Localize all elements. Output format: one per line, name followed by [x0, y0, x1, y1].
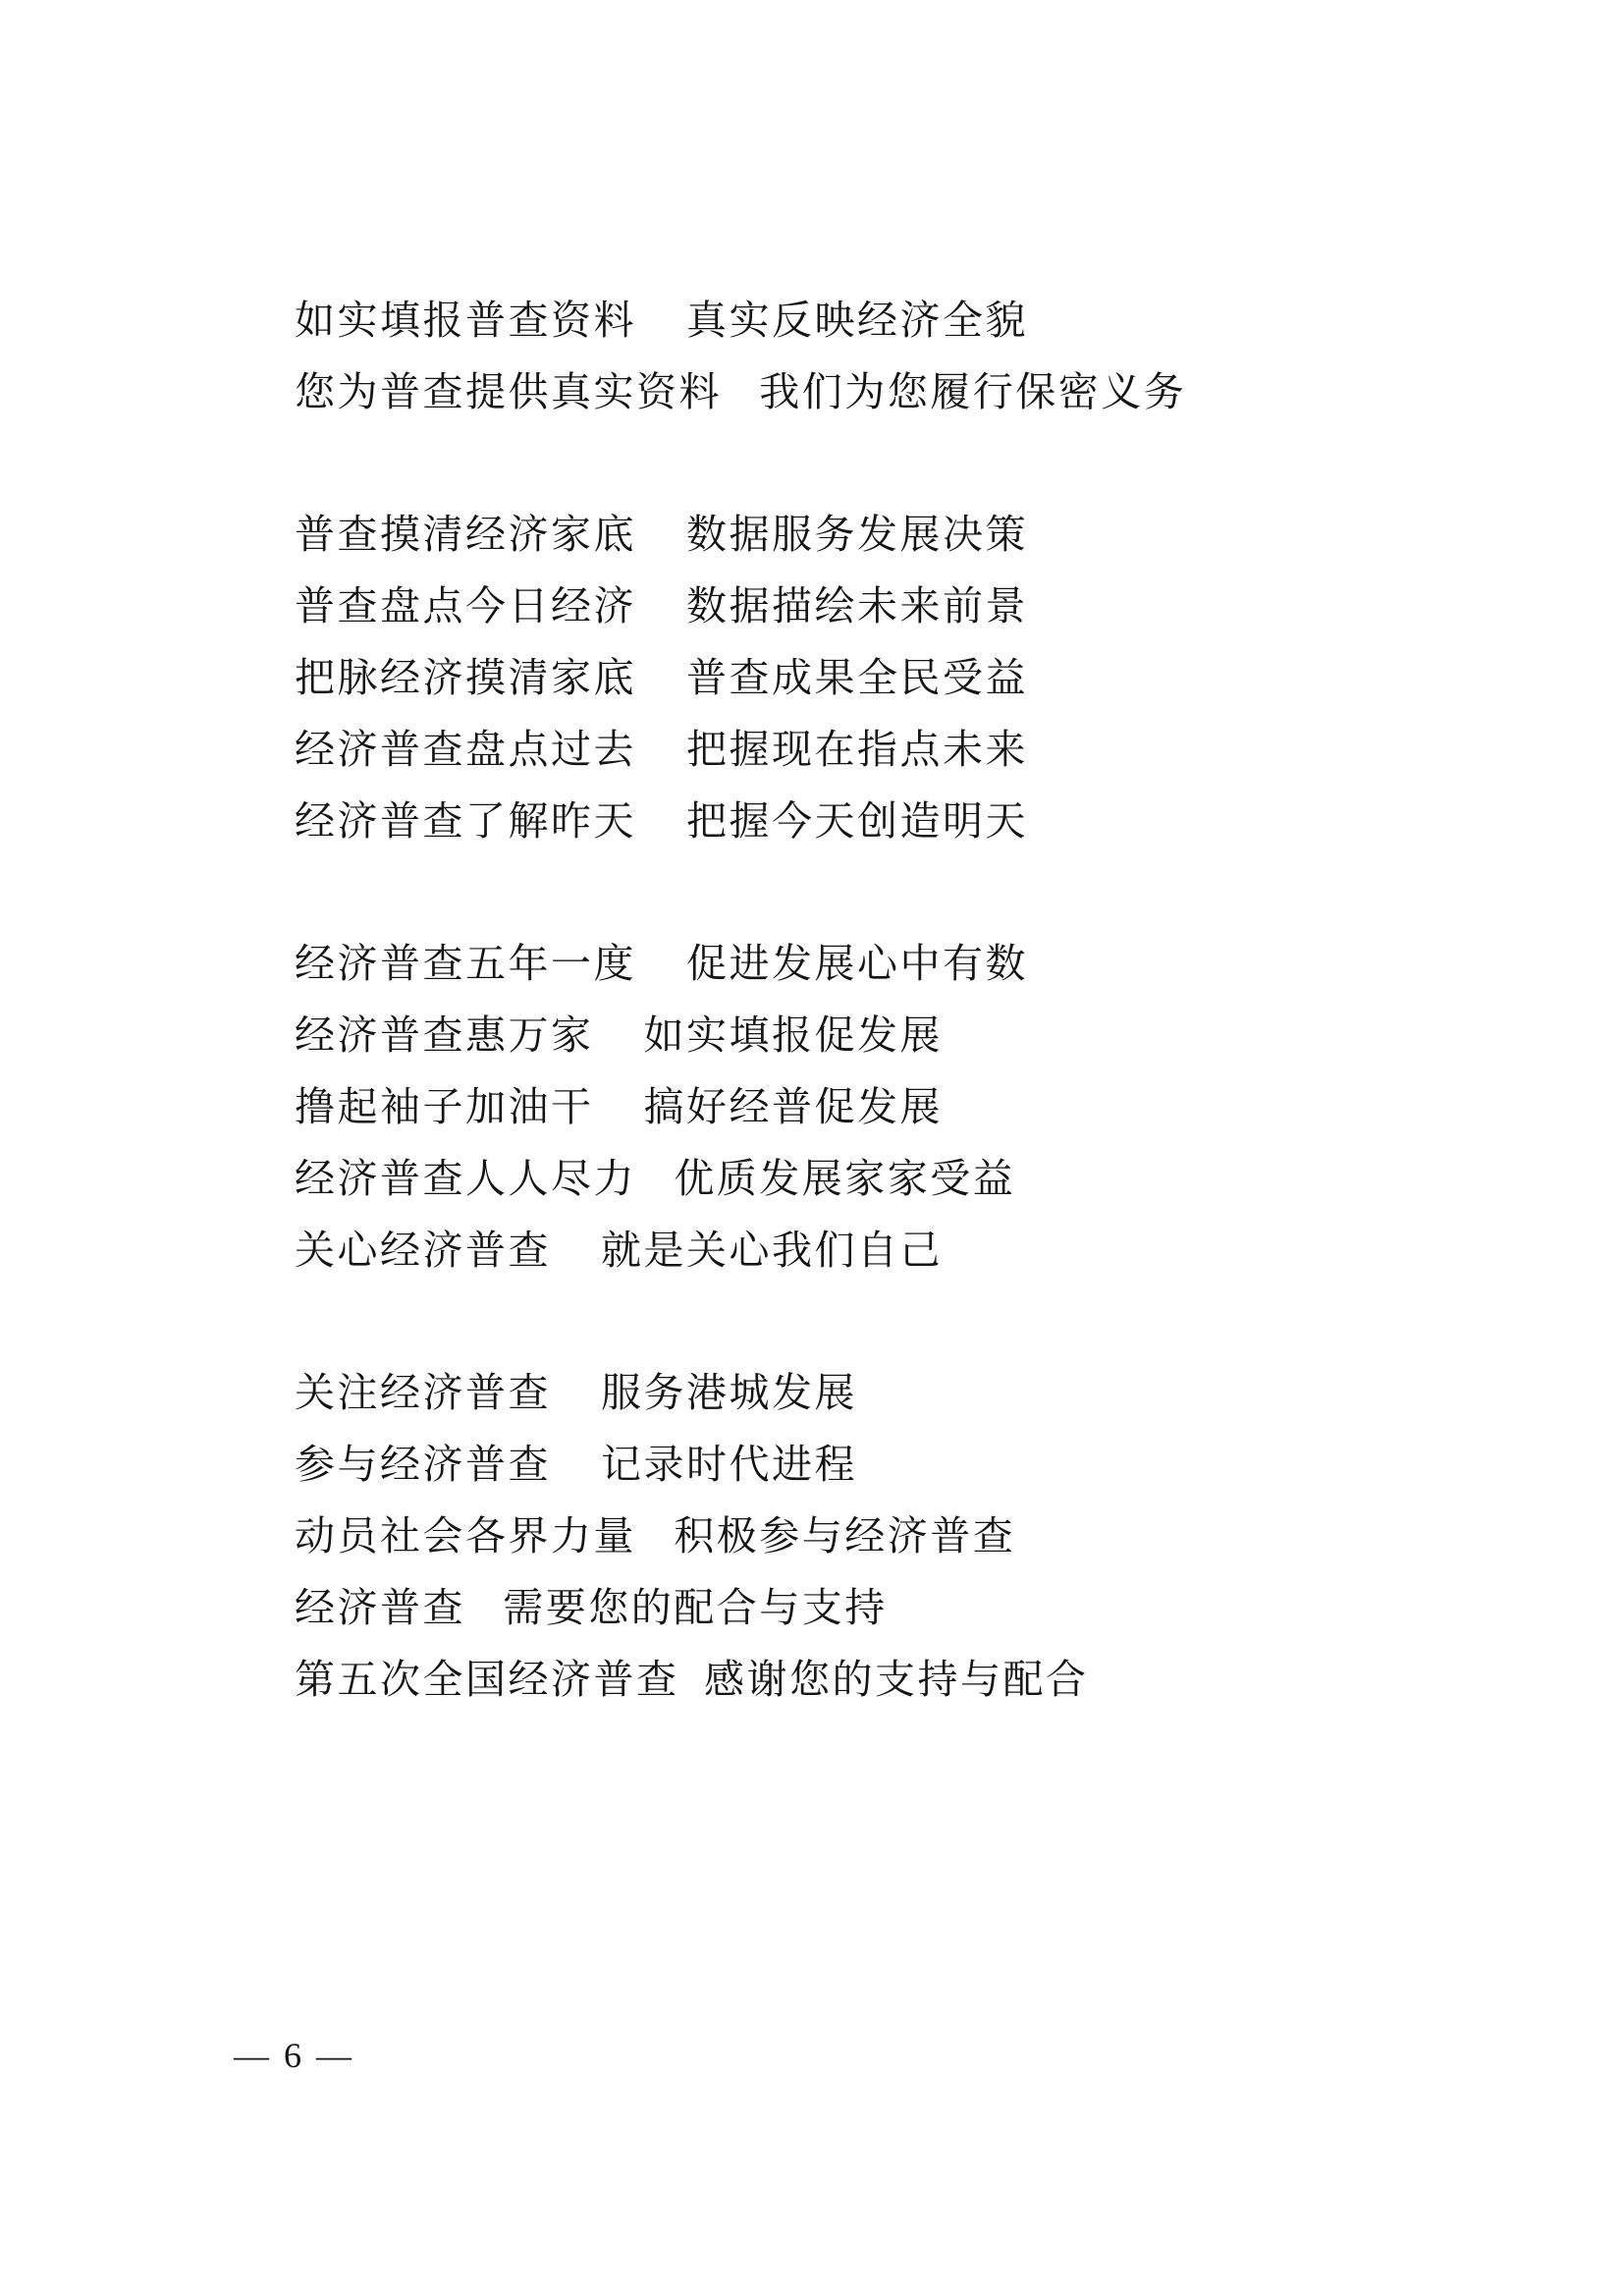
slogan-line: 经济普查盘点过去 把握现在指点未来	[295, 727, 1028, 772]
slogan-line: 经济普查了解昨天 把握今天创造明天	[295, 798, 1028, 844]
slogan-line: 普查摸清经济家底 数据服务发展决策	[295, 512, 1028, 557]
slogan-line: 经济普查 需要您的配合与支持	[295, 1585, 888, 1630]
slogan-line: 经济普查惠万家 如实填报促发展	[295, 1012, 943, 1058]
slogan-line: 撸起袖子加油干 搞好经普促发展	[295, 1084, 943, 1129]
slogan-line: 普查盘点今日经济 数据描绘未来前景	[295, 583, 1028, 629]
slogan-line: 关心经济普查 就是关心我们自己	[295, 1228, 943, 1273]
slogan-group	[295, 285, 1394, 428]
slogan-content	[295, 285, 1394, 1716]
slogan-line: 参与经济普查 记录时代进程	[295, 1442, 857, 1487]
slogan-line: 如实填报普查资料 真实反映经济全貌	[295, 298, 1028, 343]
slogan-line: 第五次全国经济普查 感谢您的支持与配合	[295, 1657, 1089, 1702]
slogan-line: 动员社会各界力量 积极参与经济普查	[295, 1513, 1016, 1558]
slogan-line: 把脉经济摸清家底 普查成果全民受益	[295, 655, 1028, 700]
slogan-group	[295, 499, 1394, 857]
slogan-group	[295, 1357, 1394, 1716]
slogan-line: 经济普查人人尽力 优质发展家家受益	[295, 1156, 1016, 1201]
slogan-group	[295, 928, 1394, 1286]
page-number: — 6 —	[234, 2036, 354, 2075]
slogan-line: 关注经济普查 服务港城发展	[295, 1370, 857, 1415]
slogan-line: 经济普查五年一度 促进发展心中有数	[295, 941, 1028, 986]
slogan-line: 您为普查提供真实资料 我们为您履行保密义务	[295, 369, 1187, 414]
